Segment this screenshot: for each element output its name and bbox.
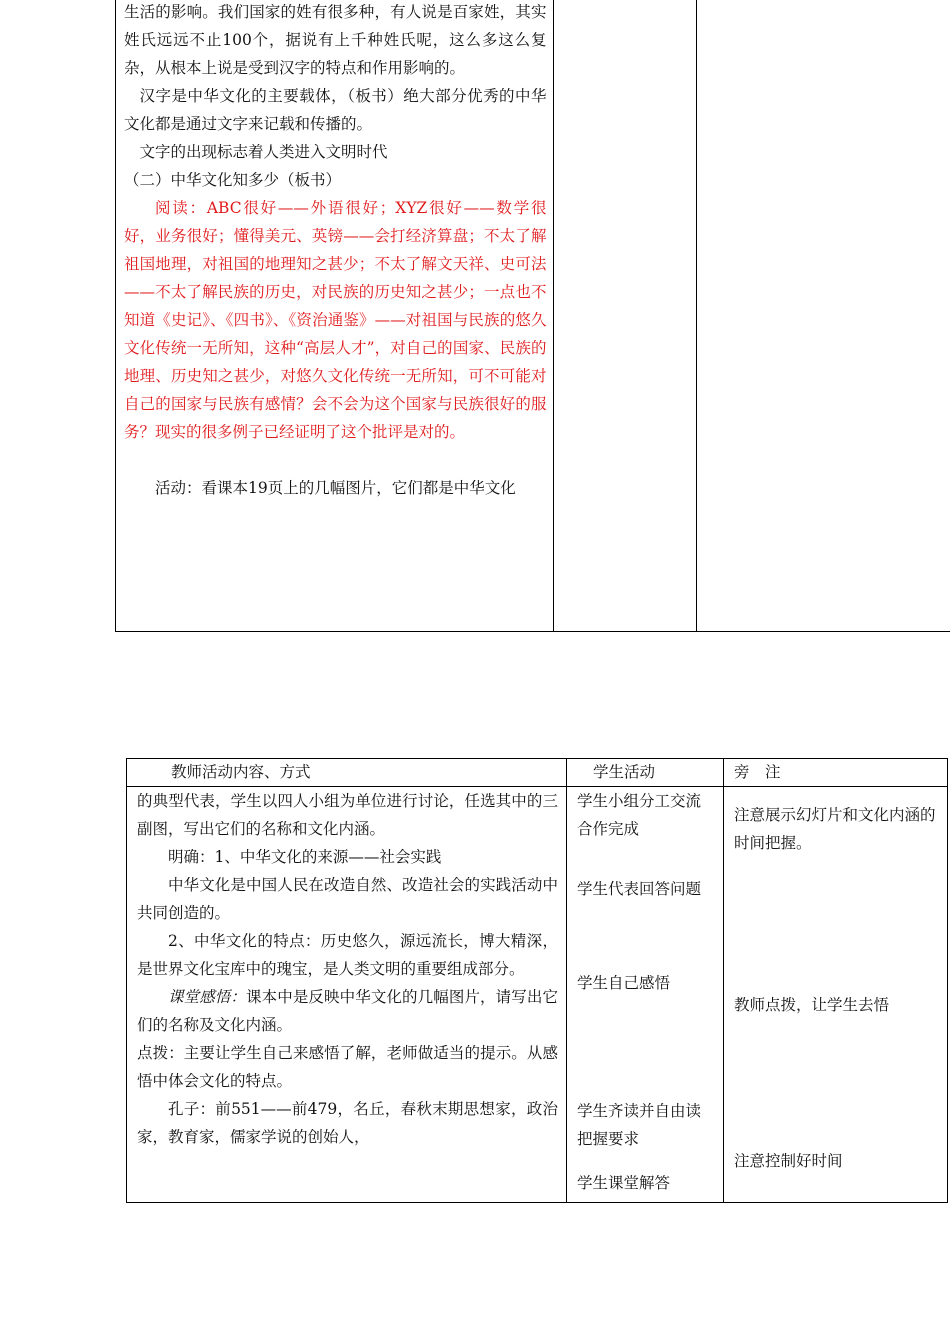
paragraph-civilization: 文字的出现标志着人类进入文明时代 bbox=[139, 143, 388, 161]
paragraph-classroom-insight bbox=[137, 983, 558, 1039]
note-slides-timing: 注意展示幻灯片和文化内涵的时间把握。 bbox=[734, 806, 936, 852]
student-item-reading: 学生齐读并自由读把握要求 bbox=[577, 1102, 702, 1148]
student-item-group-work: 学生小组分工交流合作完成 bbox=[577, 792, 702, 838]
lesson-table bbox=[126, 758, 948, 1203]
header-student-activity: 学生活动 bbox=[567, 759, 724, 787]
student-activity-cell-empty bbox=[553, 0, 697, 631]
table-row bbox=[116, 0, 950, 631]
paragraph-characteristics: 2、中华文化的特点：历史悠久，源远流长，博大精深，是世界文化宝库中的瑰宝，是人类文明的重要组成部分。 bbox=[137, 932, 558, 978]
paragraph-confucius: 孔子：前551——前479，名丘，春秋末期思想家，政治家，教育家，儒家学说的创始人， bbox=[137, 1100, 558, 1146]
spacer bbox=[124, 446, 547, 474]
paragraph-discussion: 的典型代表，学生以四人小组为单位进行讨论，任选其中的三副图，写出它们的名称和文化内涵。 bbox=[137, 792, 558, 838]
header-teacher-activity: 教师活动内容、方式 bbox=[127, 759, 567, 787]
paragraph-guidance: 点拨：主要让学生自己来感悟了解，老师做适当的提示。从感悟中体会文化的特点。 bbox=[137, 1044, 558, 1090]
note-teacher-guidance: 教师点拨，让学生去悟 bbox=[734, 996, 890, 1014]
paragraph-chinese-characters: 汉字是中华文化的主要载体，（板书）绝大部分优秀的中华文化都是通过文字来记载和传播的。 bbox=[124, 87, 547, 133]
paragraph-creation: 中华文化是中国人民在改造自然、改造社会的实践活动中共同创造的。 bbox=[137, 876, 558, 922]
paragraph-surname: 生活的影响。我们国家的姓有很多种，有人说是百家姓，其实姓氏远远不止100个，据说有上千种姓氏呢，这么多这么复杂，从根本上说是受到汉字的特点和作用影响的。 bbox=[124, 3, 547, 77]
note-cell-empty bbox=[697, 0, 950, 631]
paragraph-source: 明确：1、中华文化的来源——社会实践 bbox=[168, 848, 442, 866]
classroom-insight-text: 课本中是反映中华文化的几幅图片，请写出它们的名称及文化内涵。 bbox=[137, 988, 558, 1034]
header-notes: 旁 注 bbox=[724, 759, 948, 787]
note-time-control: 注意控制好时间 bbox=[734, 1152, 843, 1170]
teacher-content-cell bbox=[116, 0, 554, 631]
classroom-insight-label: 课堂感悟： bbox=[168, 988, 247, 1006]
section-heading-culture: （二）中华文化知多少（板书） bbox=[124, 171, 342, 189]
notes-cell bbox=[724, 787, 948, 1203]
student-item-answer: 学生代表回答问题 bbox=[577, 880, 702, 898]
lesson-table-continued bbox=[115, 0, 950, 632]
table-header-row bbox=[127, 759, 948, 787]
student-item-insight: 学生自己感悟 bbox=[577, 974, 671, 992]
student-item-solve: 学生课堂解答 bbox=[577, 1174, 671, 1192]
student-activity-cell bbox=[567, 787, 724, 1203]
teacher-activity-cell bbox=[127, 787, 567, 1203]
table-row bbox=[127, 787, 948, 1203]
reading-passage: 阅读：ABC很好——外语很好；XYZ很好——数学很好，业务很好；懂得美元、英镑——会打经济算盘；不太了解祖国地理，对祖国的地理知之甚少；不太了解文天祥、史可法——不太了解民族的历史，对民族的历史知之甚少；一点也不知道《史记》、《四书》、《资治通鉴》——对祖国与民族的悠久文化传统一无所知，这种“高层人才”，对自己的国家、民族的地理、历史知之甚少，对悠久文化传统一无所知，可不可能对自己的国家与民族有感情？会不会为这个国家与民族很好的服务？现实的很多例子已经证明了这个批评是对的。 bbox=[124, 199, 547, 441]
activity-paragraph: 活动：看课本19页上的几幅图片，它们都是中华文化 bbox=[155, 479, 516, 497]
